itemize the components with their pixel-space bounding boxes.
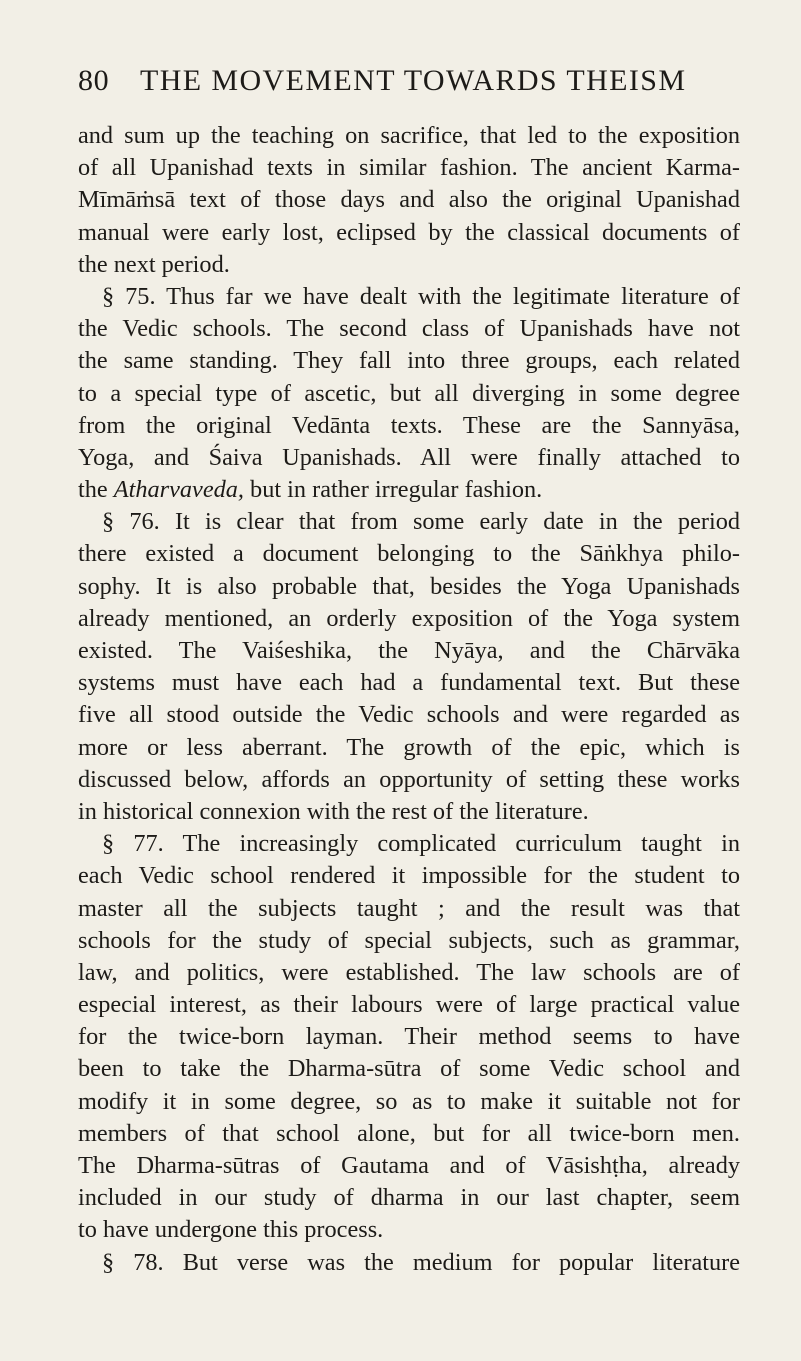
paragraph-77-start: § 77. The increasingly complicated curriculum taught in: [102, 830, 740, 858]
page-header: [78, 64, 741, 108]
text-line: from the original Vedānta texts. These are the Sannyāsa,: [78, 411, 740, 439]
text-run: the: [78, 476, 114, 504]
text-line: in historical connexion with the rest of the literature.: [78, 797, 589, 825]
text-line: discussed below, affords an opportunity of setting these works: [78, 765, 740, 793]
text-line: the next period.: [78, 250, 230, 278]
text-line: sophy. It is also probable that, besides the Yoga Upanishads: [78, 572, 740, 600]
text-line: especial interest, as their labours were of large practical value: [78, 991, 740, 1019]
text-line: each Vedic school rendered it impossible for the student to: [78, 862, 740, 890]
text-line: the Vedic schools. The second class of Upanishads have not: [78, 315, 740, 343]
text-line: already mentioned, an orderly exposition of the Yoga system: [78, 604, 740, 632]
text-line: to have undergone this process.: [78, 1216, 384, 1244]
text-line: existed. The Vaiśeshika, the Nyāya, and the Chārvāka: [78, 637, 740, 664]
text-line: modify it in some degree, so as to make it suitable not for: [78, 1087, 740, 1115]
text-line: five all stood outside the Vedic schools and were regarded as: [78, 701, 740, 729]
text-line: for the twice-born layman. Their method seems to have: [78, 1023, 740, 1051]
text-line: master all the subjects taught ; and the result was that: [78, 894, 740, 922]
text-line: and sum up the teaching on sacrifice, that led to the exposition: [78, 122, 740, 149]
text-line: Yoga, and Śaiva Upanishads. All were finally attached to: [78, 443, 740, 471]
text-line: included in our study of dharma in our last chapter, seem: [78, 1184, 740, 1212]
text-line: The Dharma-sūtras of Gautama and of Vāsishṭha, already: [78, 1152, 740, 1179]
text-line: of all Upanishad texts in similar fashion. The ancient Karma-: [78, 154, 740, 182]
text-line: [78, 474, 740, 506]
text-line: schools for the study of special subjects, such as grammar,: [78, 926, 740, 954]
body-text: [78, 120, 740, 1279]
paragraph-75-start: § 75. Thus far we have dealt with the legitimate literature of: [102, 282, 740, 310]
running-title: THE MOVEMENT TOWARDS THEISM: [140, 64, 687, 97]
text-line: members of that school alone, but for all twice-born men.: [78, 1119, 740, 1147]
text-line: systems must have each had a fundamental text. But these: [78, 669, 740, 697]
work-title-atharvaveda: Atharvaveda,: [113, 476, 244, 504]
text-line: been to take the Dharma-sūtra of some Vedic school and: [78, 1055, 740, 1083]
paragraph-78-start: § 78. But verse was the medium for popular literature: [102, 1248, 740, 1276]
text-line: Mīmāṁsā text of those days and also the original Upanishad: [78, 186, 740, 214]
text-line: more or less aberrant. The growth of the epic, which is: [78, 733, 740, 761]
text-line: the same standing. They fall into three groups, each related: [78, 347, 740, 375]
text-line: to a special type of ascetic, but all diverging in some degree: [78, 379, 740, 407]
text-line: there existed a document belonging to the Sāṅkhya philo-: [78, 540, 740, 568]
text-line: manual were early lost, eclipsed by the classical documents of: [78, 218, 740, 246]
text-line: law, and politics, were established. The law schools are of: [78, 958, 740, 986]
text-run: but in rather irregular fashion.: [243, 476, 543, 504]
paragraph-76-start: § 76. It is clear that from some early date in the period: [102, 508, 740, 536]
page-number: 80: [78, 64, 110, 97]
